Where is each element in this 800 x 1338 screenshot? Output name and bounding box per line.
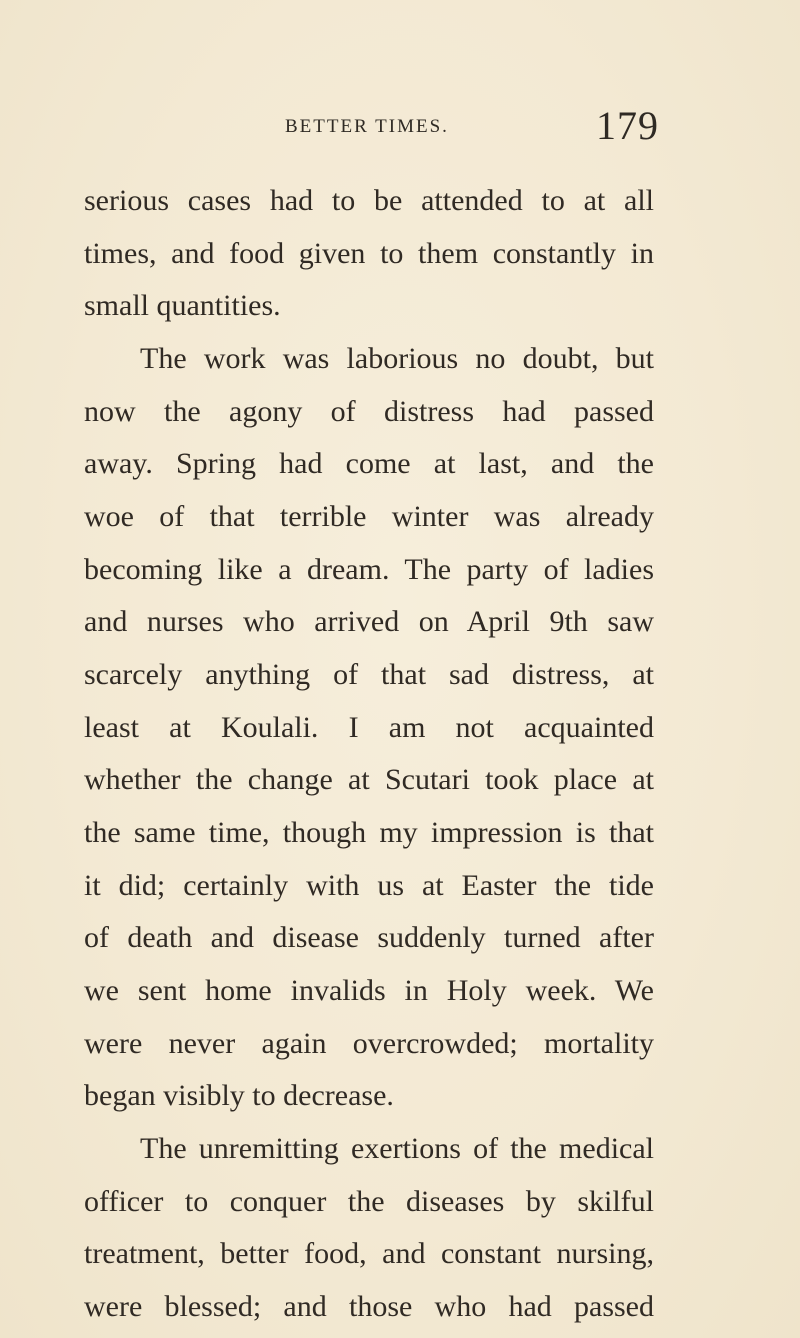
- text-line: we sent home invalids in Holy week. We: [84, 974, 654, 1007]
- text-line: it did; certainly with us at Easter the tide: [84, 869, 654, 902]
- text-line: scarcely anything of that sad distress, at: [84, 658, 654, 691]
- text-line: away. Spring had come at last, and the: [84, 447, 654, 480]
- text-line: woe of that terrible winter was already: [84, 500, 654, 533]
- text-line: began visibly to decrease.: [84, 1079, 394, 1112]
- text-line: small quantities.: [84, 289, 281, 322]
- text-line: treatment, better food, and constant nursing,: [84, 1237, 654, 1270]
- running-head: BETTER TIMES.: [285, 116, 449, 137]
- text-line: The work was laborious no doubt, but: [140, 342, 654, 375]
- text-line: were never again overcrowded; mortality: [84, 1027, 654, 1060]
- text-line: whether the change at Scutari took place at: [84, 763, 654, 796]
- text-line: were blessed; and those who had passed: [84, 1290, 654, 1323]
- page-number: 179: [596, 103, 659, 148]
- text-line: of death and disease suddenly turned after: [84, 921, 654, 954]
- text-line: least at Koulali. I am not acquainted: [84, 711, 654, 744]
- text-line: and nurses who arrived on April 9th saw: [84, 605, 654, 638]
- text-line: now the agony of distress had passed: [84, 395, 654, 428]
- text-line: times, and food given to them constantly in: [84, 237, 654, 270]
- text-line: The unremitting exertions of the medical: [140, 1132, 654, 1165]
- text-line: the same time, though my impression is that: [84, 816, 654, 849]
- text-line: becoming like a dream. The party of ladies: [84, 553, 654, 586]
- text-line: serious cases had to be attended to at all: [84, 184, 654, 217]
- text-line: officer to conquer the diseases by skilful: [84, 1185, 654, 1218]
